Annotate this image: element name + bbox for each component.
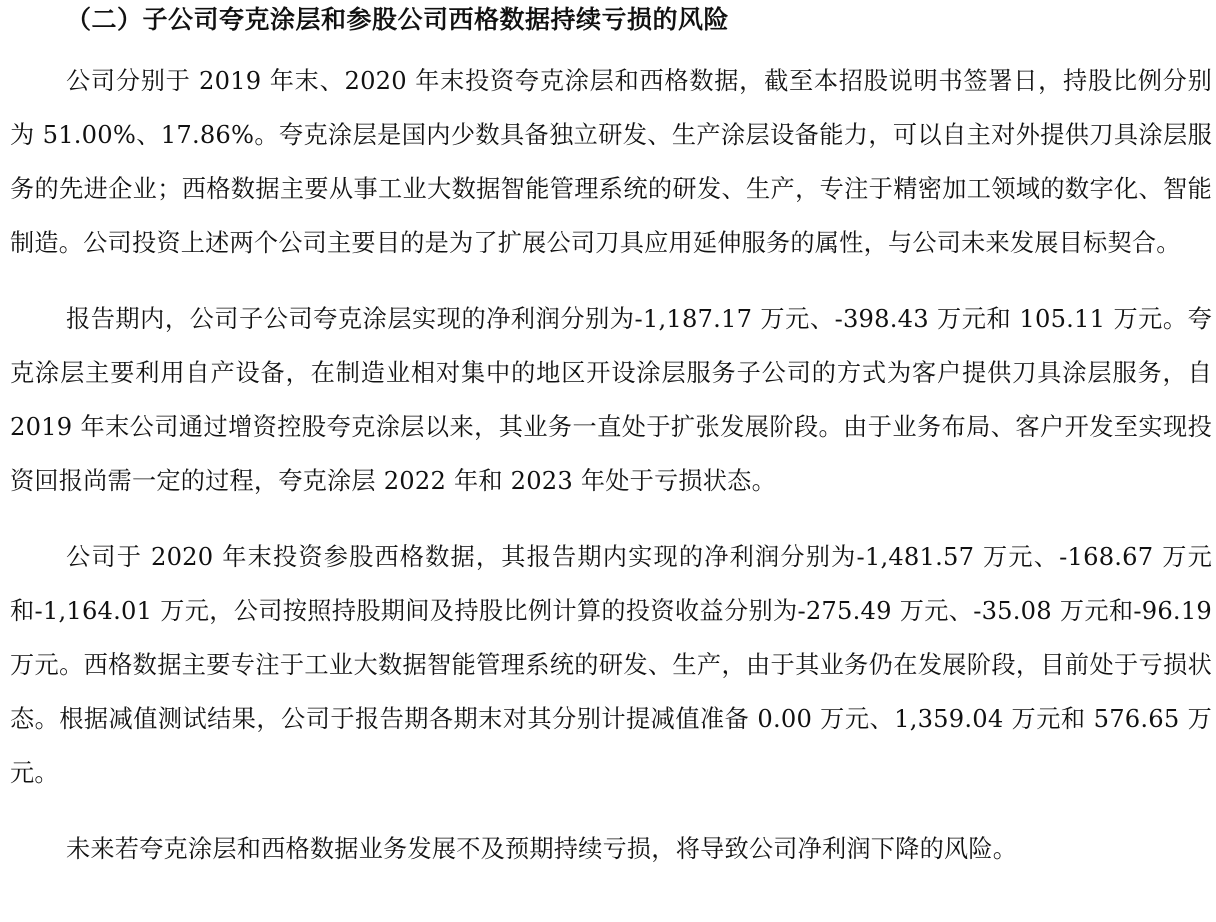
paragraph-investment-overview: 公司分别于 2019 年末、2020 年末投资夸克涂层和西格数据，截至本招股说明书签署日，持股比例分别为 51.00%、17.86%。夸克涂层是国内少数具备独立研发、生产涂层设备能力，可以自主对外提供刀具涂层服务的先进企业；西格数据主要从事工业大数据智能管理系统的研发、生产，专注于精密加工领域的数字化、智能制造。公司投资上述两个公司主要目的是为了扩展公司刀具应用延伸服务的属性，与公司未来发展目标契合。 bbox=[10, 67, 1212, 257]
section-heading: （二）子公司夸克涂层和参股公司西格数据持续亏损的风险 bbox=[66, 5, 730, 34]
paragraph-quark-coating-losses: 报告期内，公司子公司夸克涂层实现的净利润分别为-1,187.17 万元、-398.43 万元和 105.11 万元。夸克涂层主要利用自产设备，在制造业相对集中的地区开设涂层服务子公司的方式为客户提供刀具涂层服务，自 2019 年末公司通过增资控股夸克涂层以来，其业务一直处于扩张发展阶段。由于业务布局、客户开发至实现投资回报尚需一定的过程，夸克涂层 2022 年和 2023 年处于亏损状态。 bbox=[10, 305, 1212, 495]
paragraph-sige-data-losses: 公司于 2020 年末投资参股西格数据，其报告期内实现的净利润分别为-1,481.57 万元、-168.67 万元和-1,164.01 万元，公司按照持股期间及持股比例计算的投资收益分别为-275.49 万元、-35.08 万元和-96.19 万元。西格数据主要专注于工业大数据智能管理系统的研发、生产，由于其业务仍在发展阶段，目前处于亏损状态。根据减值测试结果，公司于报告期各期末对其分别计提减值准备 0.00 万元、1,359.04 万元和 576.65 万元。 bbox=[10, 543, 1212, 787]
paragraph-risk-conclusion: 未来若夸克涂层和西格数据业务发展不及预期持续亏损，将导致公司净利润下降的风险。 bbox=[66, 835, 1018, 863]
document-page bbox=[10, 0, 1212, 876]
